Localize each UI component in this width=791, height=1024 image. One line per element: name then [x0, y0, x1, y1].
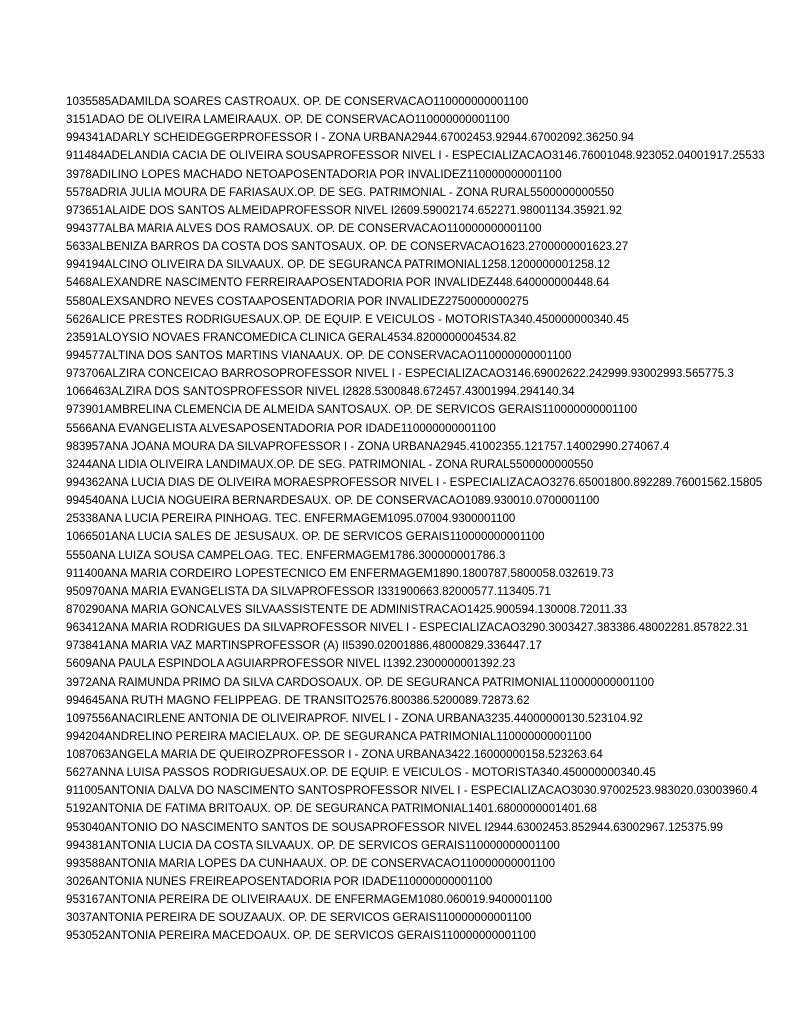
record-row: 953052ANTONIA PEREIRA MACEDOAUX. OP. DE SERVICOS GERAIS110000000001100	[66, 929, 536, 943]
record-row: 5626ALICE PRESTES RODRIGUESAUX.OP. DE EQUIP. E VEICULOS - MOTORISTA340.450000000340.45	[66, 312, 629, 326]
record-row: 973841ANA MARIA VAZ MARTINSPROFESSOR (A) II5390.02001886.48000829.336447.17	[66, 639, 542, 653]
record-row: 994377ALBA MARIA ALVES DOS RAMOSAUX. OP. DE CONSERVACAO110000000001100	[66, 221, 542, 235]
record-row: 5627ANNA LUISA PASSOS RODRIGUESAUX.OP. DE EQUIP. E VEICULOS - MOTORISTA340.450000000340.45	[66, 766, 656, 780]
record-row: 1035585ADAMILDA SOARES CASTROAUX. OP. DE CONSERVACAO110000000001100	[66, 95, 529, 108]
record-row: 5192ANTONIA DE FATIMA BRITOAUX. OP. DE SEGURANCA PATRIMONIAL1401.6800000001401.68	[66, 802, 597, 816]
record-row: 994645ANA RUTH MAGNO FELIPPEAG. DE TRANSITO2576.800386.5200089.72873.62	[66, 693, 530, 707]
record-row: 1097556ANACIRLENE ANTONIA DE OLIVEIRAPROF. NIVEL I - ZONA URBANA3235.44000000130.523104.92	[66, 711, 643, 725]
record-row: 23591ALOYSIO NOVAES FRANCOMEDICA CLINICA GERAL4534.8200000004534.82	[66, 330, 517, 344]
record-list	[66, 93, 791, 946]
record-row: 5633ALBENIZA BARROS DA COSTA DOS SANTOSAUX. OP. DE CONSERVACAO1623.2700000001623.27	[66, 240, 629, 254]
record-row: 994362ANA LUCIA DIAS DE OLIVEIRA MORAESPROFESSOR NIVEL I - ESPECIALIZACAO3276.65001800.892289.76001562.15805	[66, 475, 763, 489]
record-row: 1066463ALZIRA DOS SANTOSPROFESSOR NIVEL I2828.5300848.672457.43001994.294140.34	[66, 385, 575, 399]
record-row: 994577ALTINA DOS SANTOS MARTINS VIANAAUX. OP. DE CONSERVACAO110000000001100	[66, 348, 572, 362]
record-row: 963412ANA MARIA RODRIGUES DA SILVAPROFESSOR NIVEL I - ESPECIALIZACAO3290.3003427.383386.48002281.857822.31	[66, 621, 749, 635]
record-row: 3978ADILINO LOPES MACHADO NETOAPOSENTADORIA POR INVALIDEZ110000000001100	[66, 167, 562, 181]
record-row: 5468ALEXANDRE NASCIMENTO FERREIRAAPOSENTADORIA POR INVALIDEZ448.640000000448.64	[66, 276, 610, 290]
record-row: 993588ANTONIA MARIA LOPES DA CUNHAAUX. OP. DE CONSERVACAO110000000001100	[66, 856, 556, 870]
record-row: 994540ANA LUCIA NOGUEIRA BERNARDESAUX. OP. DE CONSERVACAO1089.930010.0700001100	[66, 494, 600, 508]
record-row: 5550ANA LUIZA SOUSA CAMPELOAG. TEC. ENFERMAGEM1786.300000001786.3	[66, 548, 506, 562]
record-row: 950970ANA MARIA EVANGELISTA DA SILVAPROFESSOR I331900663.82000577.113405.71	[66, 584, 551, 598]
record-row: 870290ANA MARIA GONCALVES SILVAASSISTENTE DE ADMINISTRACAO1425.900594.130008.72011.33	[66, 602, 628, 616]
record-row: 953040ANTONIO DO NASCIMENTO SANTOS DE SOUSAPROFESSOR NIVEL I2944.63002453.852944.63002967.125375.99	[66, 820, 723, 834]
record-row: 3151ADAO DE OLIVEIRA LAMEIRAAUX. OP. DE CONSERVACAO110000000001100	[66, 113, 510, 127]
record-row: 3037ANTONIA PEREIRA DE SOUZAAUX. OP. DE SERVICOS GERAIS110000000001100	[66, 911, 532, 925]
record-row: 911400ANA MARIA CORDEIRO LOPESTECNICO EM ENFERMAGEM1890.1800787.5800058.032619.73	[66, 566, 614, 580]
record-row: 5609ANA PAULA ESPINDOLA AGUIARPROFESSOR NIVEL I1392.2300000001392.23	[66, 657, 516, 671]
record-row: 3972ANA RAIMUNDA PRIMO DA SILVA CARDOSOAUX. OP. DE SEGURANCA PATRIMONIAL110000000001100	[66, 675, 655, 689]
record-row: 953167ANTONIA PEREIRA DE OLIVEIRAAUX. DE ENFERMAGEM1080.060019.9400001100	[66, 893, 553, 907]
record-row: 5578ADRIA JULIA MOURA DE FARIASAUX.OP. DE SEG. PATRIMONIAL - ZONA RURAL5500000000550	[66, 185, 614, 199]
record-row: 911005ANTONIA DALVA DO NASCIMENTO SANTOSPROFESSOR NIVEL I - ESPECIALIZACAO3030.97002523.983020.03003960.4	[66, 784, 758, 798]
record-row: 994341ADARLY SCHEIDEGGERPROFESSOR I - ZONA URBANA2944.67002453.92944.67002092.36250.94	[66, 131, 634, 145]
record-row: 3244ANA LIDIA OLIVEIRA LANDIMAUX.OP. DE SEG. PATRIMONIAL - ZONA RURAL5500000000550	[66, 457, 594, 471]
record-row: 3026ANTONIA NUNES FREIREAPOSENTADORIA POR IDADE110000000001100	[66, 875, 493, 889]
record-row: 973706ALZIRA CONCEICAO BARROSOPROFESSOR NIVEL I - ESPECIALIZACAO3146.69002622.242999.93002993.565775.3	[66, 367, 734, 381]
record-row: 5580ALEXSANDRO NEVES COSTAAPOSENTADORIA POR INVALIDEZ2750000000275	[66, 294, 529, 308]
record-row: 973651ALAIDE DOS SANTOS ALMEIDAPROFESSOR NIVEL I2609.59002174.652271.98001134.35921.92	[66, 203, 622, 217]
record-row: 983957ANA JOANA MOURA DA SILVAPROFESSOR I - ZONA URBANA2945.41002355.121757.14002990.274067.4	[66, 439, 670, 453]
record-row: 994381ANTONIA LUCIA DA COSTA SILVAAUX. OP. DE SERVICOS GERAIS110000000001100	[66, 838, 560, 852]
record-row: 5566ANA EVANGELISTA ALVESAPOSENTADORIA POR IDADE110000000001100	[66, 421, 496, 435]
record-row: 973901AMBRELINA CLEMENCIA DE ALMEIDA SANTOSAUX. OP. DE SERVICOS GERAIS110000000001100	[66, 403, 638, 417]
record-row: 994204ANDRELINO PEREIRA MACIELAUX. OP. DE SEGURANCA PATRIMONIAL110000000001100	[66, 729, 592, 743]
record-row: 911484ADELANDIA CACIA DE OLIVEIRA SOUSAPROFESSOR NIVEL I - ESPECIALIZACAO3146.76001048.923052.04001917.25533	[66, 149, 765, 163]
record-row: 994194ALCINO OLIVEIRA DA SILVAAUX. OP. DE SEGURANCA PATRIMONIAL1258.1200000001258.12	[66, 258, 611, 272]
record-row: 1087063ANGELA MARIA DE QUEIROZPROFESSOR I - ZONA URBANA3422.16000000158.523263.64	[66, 748, 603, 762]
record-row: 1066501ANA LUCIA SALES DE JESUSAUX. OP. DE SERVICOS GERAIS110000000001100	[66, 530, 545, 544]
record-row: 25338ANA LUCIA PEREIRA PINHOAG. TEC. ENFERMAGEM1095.07004.9300001100	[66, 512, 516, 526]
